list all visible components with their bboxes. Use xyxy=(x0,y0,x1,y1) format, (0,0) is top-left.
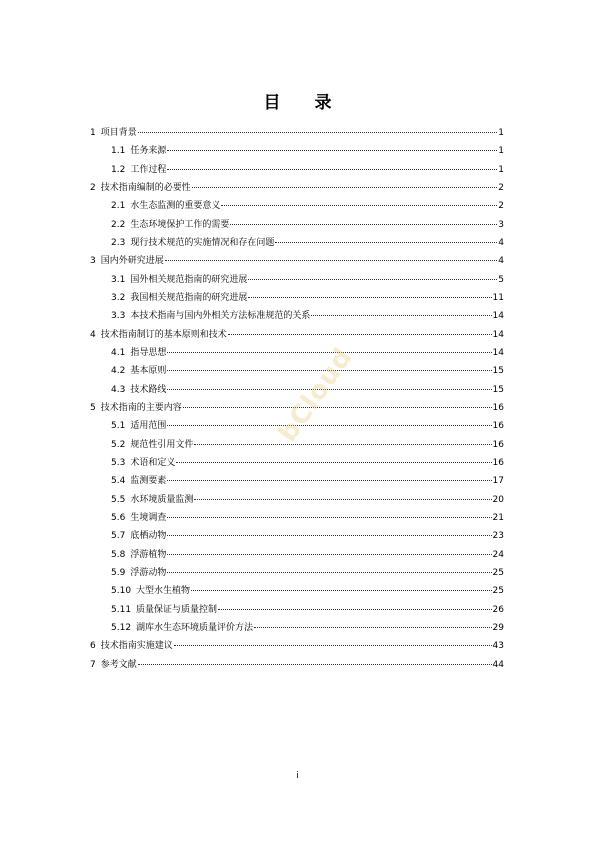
toc-dot-leader xyxy=(174,645,492,646)
toc-entry-page: 11 xyxy=(492,292,504,303)
toc-entry-title: 国外相关规范指南的研究进展 xyxy=(130,274,248,285)
toc-entry-title: 水环境质量监测 xyxy=(130,494,194,505)
toc-entry-page: 5 xyxy=(498,274,504,285)
toc-entry-page: 29 xyxy=(492,622,504,633)
toc-entry-title: 浮游动物 xyxy=(130,567,167,578)
toc-entry[interactable] xyxy=(90,179,504,197)
toc-entry-title: 指导思想 xyxy=(130,347,167,358)
toc-entry[interactable] xyxy=(90,619,504,637)
toc-entry[interactable] xyxy=(90,216,504,234)
toc-entry-number: 5.7 xyxy=(111,531,126,542)
toc-entry-title: 湖库水生态环境质量评价方法 xyxy=(136,622,254,633)
toc-entry-number: 4.2 xyxy=(111,366,126,377)
toc-entry-page: 16 xyxy=(492,457,504,468)
toc-dot-leader xyxy=(248,297,491,298)
toc-entry-title: 底栖动物 xyxy=(130,531,167,542)
toc-entry[interactable] xyxy=(90,307,504,325)
toc-entry-page: 23 xyxy=(492,531,504,542)
toc-entry[interactable] xyxy=(90,637,504,655)
toc-dot-leader xyxy=(228,334,492,335)
toc-entry-number: 5.6 xyxy=(111,512,126,523)
toc-entry-number: 4.1 xyxy=(111,347,126,358)
toc-entry-number: 5.5 xyxy=(111,494,126,505)
toc-entry-number: 1 xyxy=(90,128,96,138)
toc-dot-leader xyxy=(138,664,492,665)
toc-entry-page: 16 xyxy=(492,421,504,432)
toc-entry-page: 3 xyxy=(498,219,504,230)
toc-dot-leader xyxy=(275,242,497,243)
toc-entry-title: 基本原则 xyxy=(130,366,167,377)
toc-entry-title: 参考文献 xyxy=(100,659,137,670)
toc-entry-page: 14 xyxy=(492,347,504,358)
toc-entry-number: 5.4 xyxy=(111,476,126,487)
toc-entry-number: 5.10 xyxy=(111,586,132,597)
toc-entry-title: 工作过程 xyxy=(130,164,167,175)
toc-entry-title: 任务来源 xyxy=(130,146,167,157)
toc-entry-page: 43 xyxy=(492,641,504,652)
toc-entry-page: 1 xyxy=(498,164,504,175)
toc-entry-number: 5.3 xyxy=(111,457,126,468)
page-title: 目 录 xyxy=(263,93,346,113)
toc-entry-title: 监测要素 xyxy=(130,476,167,487)
page-number: i xyxy=(296,771,299,781)
toc-entry[interactable] xyxy=(90,509,504,527)
toc-dot-leader xyxy=(221,205,497,206)
toc-entry-page: 16 xyxy=(492,439,504,450)
toc-entry-number: 5.9 xyxy=(111,567,126,578)
toc-entry[interactable] xyxy=(90,656,504,674)
toc-entry-title: 浮游植物 xyxy=(130,549,167,560)
toc-entry-title: 适用范围 xyxy=(130,421,167,432)
toc-entry-page: 4 xyxy=(498,237,504,248)
toc-entry-title: 生态环境保护工作的需要 xyxy=(130,219,230,230)
toc-entry-number: 5.11 xyxy=(111,604,132,615)
toc-entry[interactable] xyxy=(90,491,504,509)
toc-entry-number: 3.2 xyxy=(111,292,126,303)
toc-entry[interactable] xyxy=(90,472,504,490)
toc-dot-leader xyxy=(167,425,491,426)
toc-dot-leader xyxy=(183,407,492,408)
toc-entry[interactable] xyxy=(90,344,504,362)
toc-entry-number: 4.3 xyxy=(111,384,126,395)
toc-entry-number: 1.1 xyxy=(111,146,126,157)
toc-entry-title: 技术指南实施建议 xyxy=(100,641,173,652)
toc-entry-number: 6 xyxy=(90,641,96,652)
toc-entry-number: 3.3 xyxy=(111,311,126,322)
toc-dot-leader xyxy=(167,480,491,481)
toc-entry-number: 2.1 xyxy=(111,201,126,212)
toc-entry[interactable] xyxy=(90,197,504,215)
toc-entry-title: 本技术指南与国内外相关方法标准规范的关系 xyxy=(130,311,311,322)
toc-entry-page: 24 xyxy=(492,549,504,560)
toc-entry-title: 技术指南编制的必要性 xyxy=(100,182,191,193)
toc-entry[interactable] xyxy=(90,252,504,270)
toc-dot-leader xyxy=(218,609,491,610)
toc-entry[interactable] xyxy=(90,124,504,142)
toc-entry-number: 2.3 xyxy=(111,237,126,248)
toc-entry-title: 我国相关规范指南的研究进展 xyxy=(130,292,248,303)
toc-dot-leader xyxy=(192,187,497,188)
toc-entry-page: 26 xyxy=(492,604,504,615)
toc-entry-page: 14 xyxy=(492,329,504,340)
toc-entry-title: 规范性引用文件 xyxy=(130,439,194,450)
toc-entry-page: 15 xyxy=(492,384,504,395)
toc-entry[interactable] xyxy=(90,289,504,307)
toc-entry-title: 技术指南的主要内容 xyxy=(100,402,182,413)
toc-entry[interactable] xyxy=(90,234,504,252)
toc-entry-page: 15 xyxy=(492,366,504,377)
toc-entry-number: 2.2 xyxy=(111,219,126,230)
toc-entry-title: 术语和定义 xyxy=(130,457,176,468)
toc-dot-leader xyxy=(167,517,491,518)
toc-entry-page: 20 xyxy=(492,494,504,505)
toc-entry-page: 25 xyxy=(492,586,504,597)
toc-entry-number: 5.1 xyxy=(111,421,126,432)
toc-dot-leader xyxy=(194,499,491,500)
toc-dot-leader xyxy=(167,572,491,573)
toc-entry[interactable] xyxy=(90,454,504,472)
toc-entry[interactable] xyxy=(90,271,504,289)
toc-entry-page: 21 xyxy=(492,512,504,523)
toc-dot-leader xyxy=(138,132,497,133)
toc-entry-page: 16 xyxy=(492,402,504,413)
toc-entry[interactable] xyxy=(90,582,504,600)
toc-entry-title: 项目背景 xyxy=(100,128,137,138)
toc-entry-number: 5.12 xyxy=(111,622,132,633)
toc-dot-leader xyxy=(167,150,497,151)
toc-entry-number: 5.2 xyxy=(111,439,126,450)
toc-entry-page: 1 xyxy=(498,146,504,157)
toc-entry[interactable] xyxy=(90,362,504,380)
toc-dot-leader xyxy=(176,462,491,463)
toc-entry-number: 4 xyxy=(90,329,96,340)
toc-dot-leader xyxy=(248,279,497,280)
toc-entry[interactable] xyxy=(90,564,504,582)
toc-entry-title: 水生态监测的重要意义 xyxy=(130,201,221,212)
toc-dot-leader xyxy=(167,169,497,170)
toc-entry-title: 技术指南制订的基本原则和技术 xyxy=(100,329,227,340)
toc-dot-leader xyxy=(191,590,491,591)
toc-dot-leader xyxy=(167,535,491,536)
toc-entry-page: 17 xyxy=(492,476,504,487)
toc-entry[interactable] xyxy=(90,546,504,564)
toc-entry[interactable] xyxy=(90,142,504,160)
toc-entry-number: 3.1 xyxy=(111,274,126,285)
toc-entry-number: 3 xyxy=(90,256,96,267)
toc-entry-page: 44 xyxy=(492,659,504,670)
toc-dot-leader xyxy=(165,260,497,261)
toc-entry-page: 1 xyxy=(498,128,504,138)
toc-entry-page: 25 xyxy=(492,567,504,578)
toc-entry-title: 国内外研究进展 xyxy=(100,256,164,267)
toc-entry-page: 2 xyxy=(498,201,504,212)
toc-entry-page: 4 xyxy=(498,256,504,267)
toc-entry-number: 7 xyxy=(90,659,96,670)
toc-entry-number: 5 xyxy=(90,402,96,413)
toc-entry-title: 大型水生植物 xyxy=(136,586,191,597)
toc-dot-leader xyxy=(311,315,491,316)
toc-entry-title: 生境调查 xyxy=(130,512,167,523)
toc-entry-number: 1.2 xyxy=(111,164,126,175)
toc-entry-number: 2 xyxy=(90,182,96,193)
toc-dot-leader xyxy=(230,224,497,225)
toc-dot-leader xyxy=(167,554,491,555)
toc-dot-leader xyxy=(254,627,491,628)
toc-entry-number: 5.8 xyxy=(111,549,126,560)
toc-entry-title: 质量保证与质量控制 xyxy=(136,604,218,615)
toc-dot-leader xyxy=(194,444,491,445)
toc-entry[interactable] xyxy=(90,601,504,619)
toc-entry[interactable] xyxy=(90,527,504,545)
toc-entry-page: 2 xyxy=(498,182,504,193)
toc-entry[interactable] xyxy=(90,326,504,344)
toc-entry-title: 现行技术规范的实施情况和存在问题 xyxy=(130,237,275,248)
toc-entry-page: 14 xyxy=(492,311,504,322)
toc-entry-title: 技术路线 xyxy=(130,384,167,395)
watermark-logo: bCloud xyxy=(272,342,359,448)
toc-entry[interactable] xyxy=(90,161,504,179)
